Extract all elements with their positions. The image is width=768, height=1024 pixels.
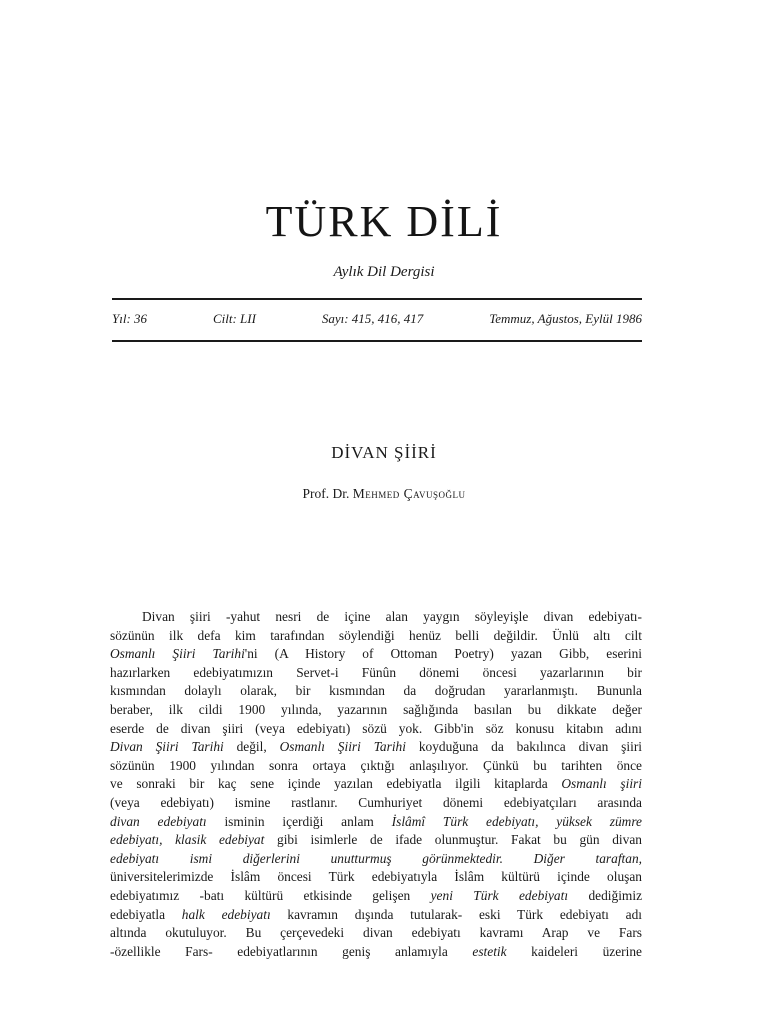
body-segment: üniversitelerimizde İslâm öncesi Türk edebiyatıyla İslâm kültürü içinde oluşan bbox=[110, 869, 642, 885]
body-line bbox=[110, 627, 642, 646]
article-author bbox=[0, 486, 768, 502]
header-rule-top bbox=[112, 298, 642, 300]
body-line bbox=[110, 868, 642, 887]
body-italic-segment: edebiyatı ismi diğerlerini unutturmuş görünmektedir. Diğer taraftan, bbox=[110, 850, 642, 866]
body-line bbox=[110, 775, 642, 794]
body-line bbox=[110, 943, 642, 962]
body-segment: gibi isimlerle de ifade olunmuştur. Fakat bu gün divan bbox=[264, 832, 642, 848]
body-italic-segment: Divan Şiiri Tarihi bbox=[110, 739, 224, 755]
body-segment: ve sonraki bir kaç sene içinde yazılan edebiyatla ilgili kitaplarda bbox=[110, 776, 562, 792]
body-line bbox=[110, 701, 642, 720]
body-segment: edebiyatla bbox=[110, 906, 182, 922]
body-line bbox=[110, 664, 642, 683]
body-segment: hazırlarken edebiyatımızın Servet-i Fünûn dönemi öncesi yazarlarının bir bbox=[110, 664, 642, 680]
body-line bbox=[110, 887, 642, 906]
body-segment: altında okutuluyor. Bu çerçevedeki divan edebiyatı kavramı Arap ve Fars bbox=[110, 925, 642, 941]
author-prefix: Prof. Dr. bbox=[302, 486, 350, 501]
body-segment: beraber, ilk cildi 1900 yılında, yazarının sağlığında basılan bu dikkate değer bbox=[110, 701, 642, 717]
journal-subtitle: Aylık Dil Dergisi bbox=[333, 264, 435, 280]
body-line bbox=[110, 813, 642, 832]
body-italic-segment: İslâmî Türk edebiyatı, yüksek zümre bbox=[391, 813, 642, 829]
body-italic-segment: yeni Türk edebiyatı bbox=[430, 887, 569, 903]
body-italic-segment: divan edebiyatı bbox=[110, 813, 207, 829]
body-segment: sözünün ilk defa kim tarafından söylendiği henüz belli değildir. Ünlü altı cilt bbox=[110, 627, 642, 643]
body-segment: kaideleri üzerine bbox=[506, 943, 643, 959]
body-line bbox=[110, 924, 642, 943]
journal-title: TÜRK DİLİ bbox=[265, 197, 503, 246]
issue-info-row bbox=[112, 311, 642, 327]
body-segment: sözünün 1900 yılından sonra ortaya çıktığı anlaşılıyor. Çünkü bu tarihten önce bbox=[110, 757, 642, 773]
author-name: Mehmed Çavuşoğlu bbox=[352, 486, 466, 501]
body-segment: dediğimiz bbox=[568, 887, 643, 903]
article-title: DİVAN ŞİİRİ bbox=[331, 443, 437, 462]
body-italic-segment: Osmanlı şiiri bbox=[561, 776, 642, 792]
issue-number: Sayı: 415, 416, 417 bbox=[321, 311, 424, 326]
body-segment: değil, bbox=[223, 739, 280, 755]
body-segment: kısmından dolaylı olarak, bir kısmından da doğrudan yararlanmıştı. Bununla bbox=[110, 683, 642, 699]
body-line bbox=[110, 906, 642, 925]
body-segment: Divan şiiri -yahut nesri de içine alan yaygın söyleyişle divan edebiyatı- bbox=[142, 609, 642, 624]
body-italic-segment: estetik bbox=[472, 943, 507, 959]
body-italic-segment: edebiyatı, klasik edebiyat bbox=[110, 832, 265, 848]
body-segment: koyduğuna da bakılınca divan şiiri bbox=[405, 739, 642, 755]
body-segment: 'ni (A History of Ottoman Poetry) yazan Gibb, eserini bbox=[244, 646, 642, 662]
body-italic-segment: Osmanlı Şiiri Tarihi bbox=[110, 646, 245, 662]
issue-year: Yıl: 36 bbox=[112, 311, 148, 326]
body-italic-segment: halk edebiyatı bbox=[181, 906, 271, 922]
issue-volume: Cilt: LII bbox=[212, 311, 256, 326]
body-line bbox=[110, 831, 642, 850]
body-segment: isminin içerdiği anlam bbox=[206, 813, 392, 829]
body-segment: eserde de divan şiiri (veya edebiyatı) sözü yok. Gibb'in söz konusu kitabın adını bbox=[110, 720, 642, 736]
body-segment: -özellikle Fars- edebiyatlarının geniş anlamıyla bbox=[110, 943, 473, 959]
body-line bbox=[110, 738, 642, 757]
body-segment: edebiyatımız -batı kültürü etkisinde gelişen bbox=[110, 887, 431, 903]
body-line bbox=[110, 794, 642, 813]
body-line bbox=[110, 645, 642, 664]
body-segment: kavramın dışında tutularak- eski Türk edebiyatı adı bbox=[270, 906, 643, 922]
body-segment: (veya edebiyatı) ismine rastlanır. Cumhuriyet dönemi edebiyatçıları arasında bbox=[110, 794, 642, 810]
body-line bbox=[110, 720, 642, 739]
body-line bbox=[110, 850, 642, 869]
body-line bbox=[110, 682, 642, 701]
article-body bbox=[110, 608, 642, 961]
header-rule-bottom bbox=[112, 340, 642, 342]
body-italic-segment: Osmanlı Şiiri Tarihi bbox=[279, 739, 406, 755]
issue-date: Temmuz, Ağustos, Eylül 1986 bbox=[489, 311, 642, 326]
body-line bbox=[110, 608, 642, 627]
body-line bbox=[110, 757, 642, 776]
